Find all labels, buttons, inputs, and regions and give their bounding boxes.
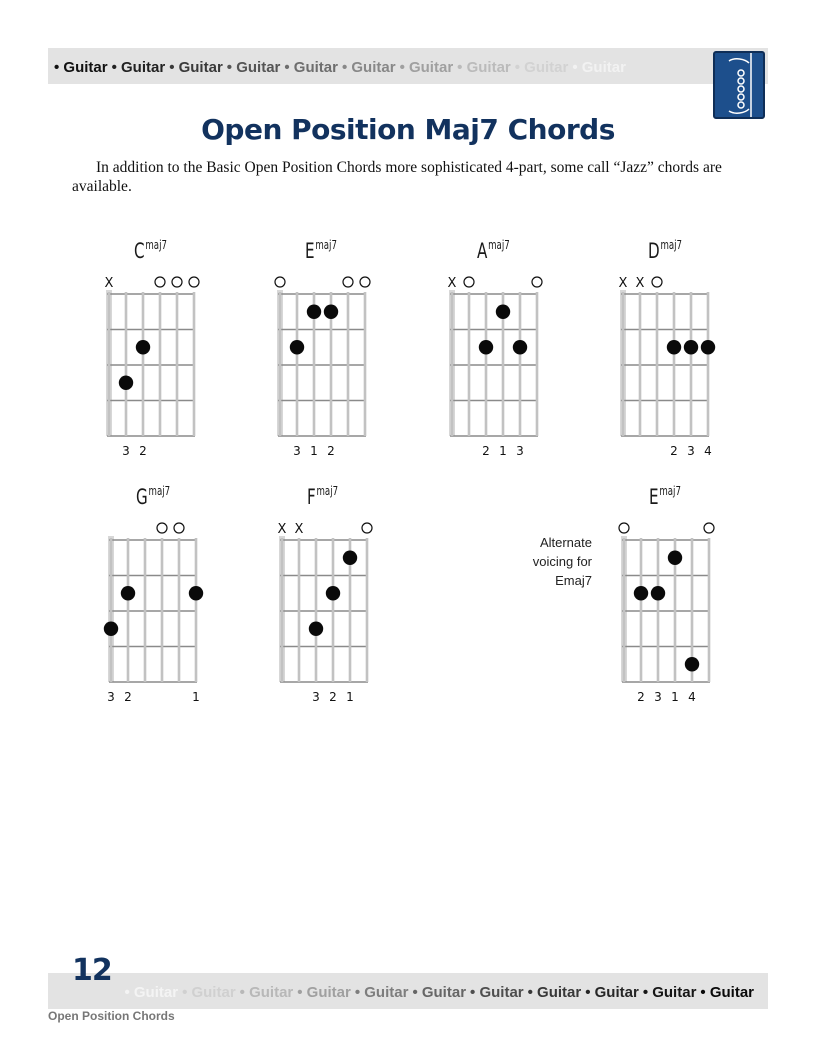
finger-dot <box>668 551 682 565</box>
footer-guitar-word: • Guitar <box>527 984 582 1001</box>
header-guitar-word: • Guitar <box>514 59 569 76</box>
finger-dot <box>701 340 715 354</box>
chord-root: E <box>649 485 659 509</box>
footer-bar <box>48 973 768 1009</box>
muted-string-marker: X <box>277 522 287 537</box>
chord-grid <box>615 238 725 478</box>
chord-grid <box>444 238 554 478</box>
finger-number: 1 <box>499 444 507 458</box>
finger-dot <box>513 340 527 354</box>
finger-number: 2 <box>637 690 645 704</box>
footer-guitar-word: • Guitar <box>297 984 351 1001</box>
header-guitar-word: • Guitar <box>457 59 511 76</box>
open-string-marker <box>157 523 167 533</box>
header-guitar-word: • Guitar <box>284 59 338 76</box>
finger-number: 1 <box>310 444 318 458</box>
chord-grid <box>101 238 211 478</box>
chord-diagram-emaj7 <box>272 238 382 478</box>
finger-dot <box>667 340 681 354</box>
chord-root: G <box>136 485 148 509</box>
chord-diagram-gmaj7 <box>103 484 213 724</box>
finger-dot <box>684 340 698 354</box>
footer-guitar-word: • Guitar <box>700 984 754 1001</box>
intro-paragraph: In addition to the Basic Open Position Chords more sophisticated 4-part, some call “Jazz” chords are available. <box>72 159 722 195</box>
finger-number: 3 <box>516 444 524 458</box>
finger-number: 3 <box>122 444 130 458</box>
muted-string-marker: X <box>104 276 114 291</box>
finger-number: 3 <box>687 444 695 458</box>
finger-dot <box>324 305 338 319</box>
open-string-marker <box>174 523 184 533</box>
finger-number: 1 <box>671 690 679 704</box>
finger-number: 1 <box>346 690 354 704</box>
chord-quality: maj7 <box>315 238 337 252</box>
finger-number: 4 <box>688 690 696 704</box>
footer-guitar-word: • Guitar <box>470 984 524 1001</box>
finger-dot <box>121 586 135 600</box>
open-string-marker <box>532 277 542 287</box>
finger-dot <box>307 305 321 319</box>
finger-dot <box>651 586 665 600</box>
header-guitar-word: • Guitar <box>54 59 108 76</box>
chord-grid <box>616 484 726 724</box>
chord-quality: maj7 <box>659 484 681 498</box>
footer-guitar-word: • Guitar <box>354 984 409 1001</box>
open-string-marker <box>362 523 372 533</box>
open-string-marker <box>275 277 285 287</box>
guitar-neck-logo-icon <box>713 51 765 119</box>
finger-number: 2 <box>670 444 678 458</box>
open-string-marker <box>619 523 629 533</box>
chord-quality: maj7 <box>145 238 167 252</box>
chord-root: E <box>305 239 315 263</box>
finger-number: 1 <box>192 690 200 704</box>
finger-dot <box>119 376 133 390</box>
finger-dot <box>309 622 323 636</box>
open-string-marker <box>652 277 662 287</box>
open-string-marker <box>155 277 165 287</box>
finger-number: 2 <box>329 690 337 704</box>
footer-section-label: Open Position Chords <box>48 1009 175 1023</box>
alternate-voicing-note: Alternate voicing for Emaj7 <box>532 535 592 588</box>
header-guitar-word: • Guitar <box>399 59 454 76</box>
chord-root: C <box>134 239 145 263</box>
finger-dot <box>104 622 118 636</box>
footer-guitar-word: • Guitar <box>412 984 467 1001</box>
chord-root: A <box>477 239 488 263</box>
finger-dot <box>634 586 648 600</box>
footer-guitar-word: • Guitar <box>182 984 236 1001</box>
header-guitar-word: • Guitar <box>226 59 281 76</box>
header-guitar-word: • Guitar <box>341 59 396 76</box>
chord-quality: maj7 <box>488 238 510 252</box>
chord-quality: maj7 <box>148 484 171 498</box>
finger-number: 3 <box>312 690 320 704</box>
chord-quality: maj7 <box>316 484 339 498</box>
open-string-marker <box>464 277 474 287</box>
finger-number: 3 <box>654 690 662 704</box>
finger-dot <box>189 586 203 600</box>
footer-guitar-word: • Guitar <box>585 984 639 1001</box>
page-number: 12 <box>72 953 112 988</box>
muted-string-marker: X <box>635 276 645 291</box>
finger-number: 2 <box>124 690 132 704</box>
finger-dot <box>479 340 493 354</box>
open-string-marker <box>189 277 199 287</box>
header-guitar-word: • Guitar <box>169 59 223 76</box>
footer-guitar-word: • Guitar <box>642 984 697 1001</box>
chord-grid <box>272 238 382 478</box>
open-string-marker <box>343 277 353 287</box>
chord-diagram-fmaj7 <box>274 484 384 724</box>
open-string-marker <box>360 277 370 287</box>
header-bar <box>48 48 768 84</box>
chord-diagram-cmaj7 <box>101 238 211 478</box>
header-guitar-word: • Guitar <box>111 59 166 76</box>
finger-number: 3 <box>107 690 115 704</box>
footer-guitar-words <box>124 973 758 1009</box>
open-string-marker <box>172 277 182 287</box>
chord-grid <box>274 484 384 724</box>
chord-grid <box>103 484 213 724</box>
chord-diagram-dmaj7 <box>615 238 725 478</box>
header-guitar-word: • Guitar <box>572 59 626 76</box>
muted-string-marker: X <box>294 522 304 537</box>
chord-diagram-amaj7 <box>444 238 554 478</box>
muted-string-marker: X <box>447 276 457 291</box>
footer-guitar-word: • Guitar <box>124 984 179 1001</box>
finger-number: 2 <box>482 444 490 458</box>
finger-number: 2 <box>327 444 335 458</box>
finger-dot <box>343 551 357 565</box>
finger-dot <box>290 340 304 354</box>
finger-number: 4 <box>704 444 712 458</box>
header-guitar-words <box>54 48 630 84</box>
finger-dot <box>136 340 150 354</box>
open-string-marker <box>704 523 714 533</box>
finger-dot <box>326 586 340 600</box>
chord-quality: maj7 <box>660 238 683 252</box>
finger-number: 3 <box>293 444 301 458</box>
chord-diagram-emaj7 <box>616 484 726 724</box>
finger-number: 2 <box>139 444 147 458</box>
page-title: Open Position Maj7 Chords <box>201 113 615 146</box>
finger-dot <box>685 657 699 671</box>
chord-root: F <box>307 485 316 509</box>
muted-string-marker: X <box>618 276 628 291</box>
footer-guitar-word: • Guitar <box>239 984 294 1001</box>
finger-dot <box>496 305 510 319</box>
chord-root: D <box>648 239 660 263</box>
